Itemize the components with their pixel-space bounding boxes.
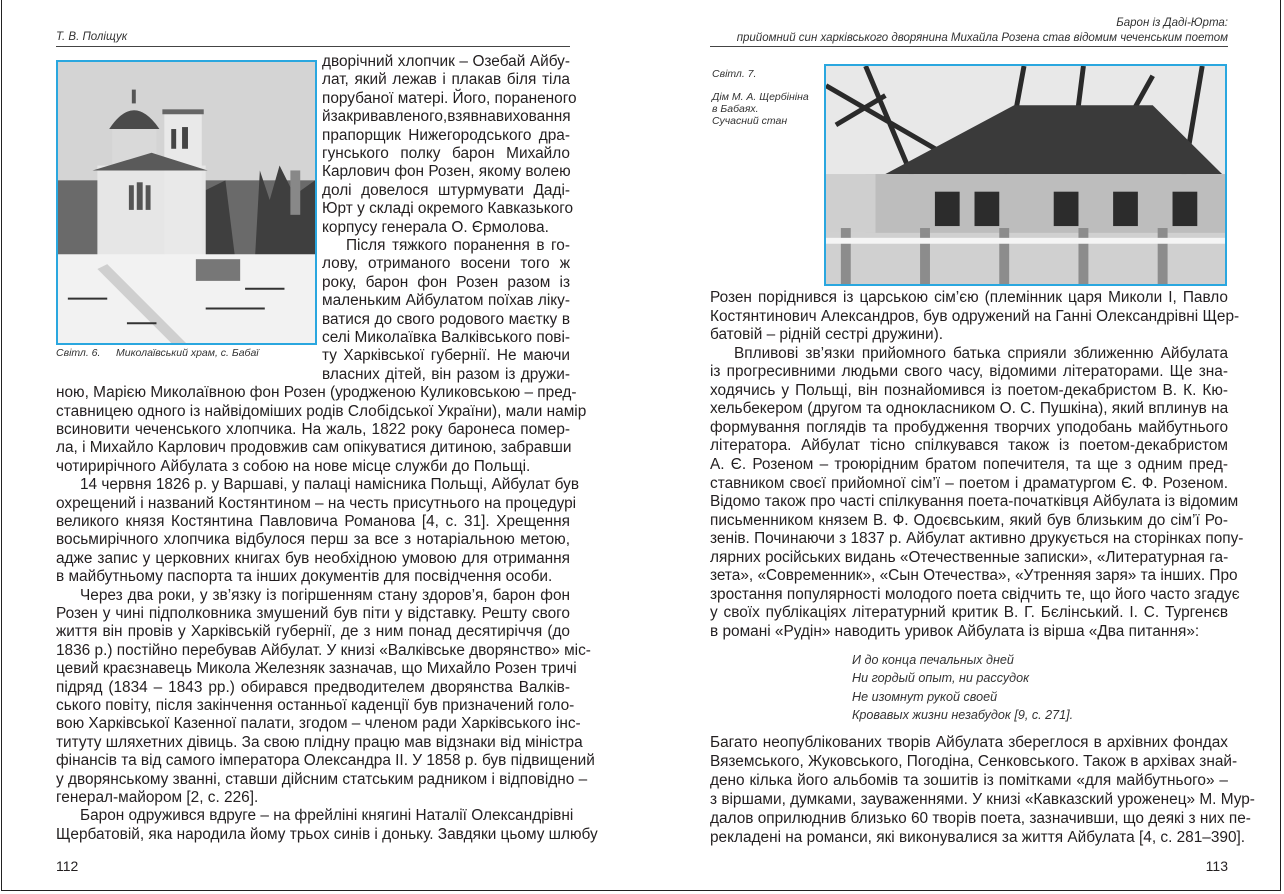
text-line: ходячись у Польщі, він познайомився із поетом-декабристом В. К. Кю- <box>710 381 1228 399</box>
text-line: дено кілька його альбомів та зошитів із помітками «для майбутнього» – <box>710 772 1228 789</box>
text-line: титуту шляхетних дівиць. За свою плідну працю мав відзнаки від міністра <box>56 733 583 751</box>
header-rule <box>56 46 570 47</box>
text-line: лову, отриманого восени того ж <box>322 255 570 273</box>
text-line: далов оприлюднив близько 60 творів поета, зазначивши, що деякі з них пе- <box>710 810 1251 827</box>
text-line: в майбутньому паспорта та інших документів для посвідчення особи. <box>56 568 553 586</box>
text-line: письменником князем В. Ф. Одоєвським, який був близьким до сім’ї Ро- <box>710 511 1228 529</box>
text-line: хельбекером (другом та однокласником О. С. Пушкіна), який вплинув на <box>710 400 1229 418</box>
text-line: вою Харківської Казенної палати, згодом – членом ради Харківського інс- <box>56 715 581 733</box>
text-line: Після тяжкого поранення в го- <box>346 237 570 254</box>
figure-7-caption-line3: Сучасний стан <box>712 115 788 127</box>
running-head-title-line1: Барон із Даді-Юрта: <box>1116 17 1228 29</box>
text-line: Карлович фон Розен, якому волею <box>322 163 571 181</box>
text-line: ту Харківської губернії. Не маючи <box>322 347 570 365</box>
text-line: великого князя Костянтина Павловича Романова [4, с. 31]. Хрещення <box>56 513 570 530</box>
text-line: йзакривавленого,взявнавиховання <box>322 108 571 126</box>
text-line: підряд (1834 – 1843 рр.) обирався предводителем дворянства Валків- <box>56 678 570 696</box>
text-line: гунського полку барон Михайло <box>322 145 570 162</box>
text-line: 14 червня 1826 р. у Варшаві, у палаці намісника Польщі, Айбулат був <box>80 476 580 494</box>
text-line: дворічний хлопчик – Озебай Айбу- <box>322 53 570 70</box>
text-line: Багато неопублікованих творів Айбулата збереглося в архівних фондах <box>710 734 1228 751</box>
text-line: фінансів та від самого імператора Олександра II. У 1858 р. був підвищений <box>56 752 595 770</box>
text-line: чотирирічного Айбулата з собою на нове місце служби до Польщі. <box>56 457 531 475</box>
running-head-title-line2: прийомний син харківського дворянина Михайла Розена став відомим чеченським поетом <box>736 32 1228 44</box>
text-line: ною, Марією Миколаївною фон Розен (уродженою Куликовською – пред- <box>56 384 577 402</box>
figure-7-caption-line2: в Бабаях. <box>712 103 759 115</box>
text-line: Вяземського, Жуковського, Погодіна, Сенковського. Також в архівах знай- <box>710 753 1238 770</box>
text-line: Барон одружився вдруге – на фрейліні княгині Наталії Олександрівні <box>80 807 574 825</box>
text-line: Юрт у складі окремого Кавказького <box>322 200 574 218</box>
text-line: Впливові зв’язки прийомного батька сприяли зближенню Айбулата <box>734 344 1228 362</box>
text-line: у дворянському званні, ставши дійсним статським радником і відповідно – <box>56 770 588 788</box>
text-line: Костянтинович Александров, був одружений на Ганні Олександрівні Щер- <box>710 307 1240 325</box>
text-line: Щербатовій, яка народила йому трьох синів і доньку. Завдяки цьому шлюбу <box>56 825 598 843</box>
figure-6-label: Світл. 6. <box>56 347 101 359</box>
text-line: ставницею одного із найвідоміших родів Слобідської України), мали намір <box>56 402 587 420</box>
poem-line: И до конца печальных дней <box>852 653 1014 667</box>
text-line: рекладені на романси, які виконувалися за життя Айбулата [4, с. 281–390]. <box>710 829 1246 846</box>
figure-7-label: Світл. 7. <box>712 68 757 80</box>
poem-line: Не изомнут рукой своей <box>852 689 998 704</box>
text-line: року, барон фон Розен разом із <box>322 273 570 291</box>
text-line: 1836 р.) постійно перебував Айбулат. У книзі «Валківське дворянство» міс- <box>56 641 591 659</box>
poem-line: Кровавых жизни незабудок [9, с. 271]. <box>852 707 1074 722</box>
text-line: ставником своєї прийомної сім’ї – поетом і драматургом Є. Ф. Розеном. <box>710 474 1228 492</box>
text-line: восьмирічного хлопчика відбулося перш за все з нотаріальною метою, <box>56 531 570 549</box>
text-line: лат, який лежав і плакав біля тіла <box>322 71 570 89</box>
text-line: лярних російських видань «Отечественные записки», «Литературная га- <box>710 548 1229 566</box>
text-line: літератора. Айбулат тісно спілкувався також із поетом-декабристом <box>710 437 1228 455</box>
figure-6-caption: Миколаївський храм, с. Бабаї <box>116 347 259 359</box>
header-rule <box>710 46 1228 47</box>
house-photo <box>824 64 1227 286</box>
text-line: Розен у чині підполковника змушений був піти у відставку. Решту свого <box>56 605 570 622</box>
running-head-author: Т. В. Поліщук <box>56 31 128 43</box>
text-line: у своїх публікаціях літературний критик В. Г. Бєлінський. І. С. Тургенєв <box>710 604 1228 622</box>
text-line: всиновити чеченського хлопчика. На жаль, 1822 року баронеса помер- <box>56 421 570 438</box>
text-line: Розен поріднився із царською сім’єю (племінник царя Миколи І, Павло <box>710 289 1228 306</box>
figure-7-caption-line1: Дім М. А. Щербініна <box>712 91 809 103</box>
page-number-left: 112 <box>56 858 79 874</box>
text-line: із прогресивними людьми свого часу, відомими літераторами. Ще зна- <box>710 363 1228 381</box>
page-number-right: 113 <box>1205 858 1228 874</box>
text-line: ла, і Михайло Карлович продовжив сам опікуватися дитиною, забравши <box>56 439 572 457</box>
text-line: ського повіту, після закінчення останньої каденції був призначений голо- <box>56 697 575 714</box>
text-line: корпусу генерала О. Єрмолова. <box>322 218 549 236</box>
text-line: долі довелося штурмувати Даді- <box>322 181 570 199</box>
text-line: адже запис у церковних книгах був необхідною умовою для отримання <box>56 549 570 567</box>
text-line: маленьким Айбулатом поїхав ліку- <box>322 292 570 310</box>
text-line: в романі «Рудін» наводить уривок Айбулата із вірша «Два питання»: <box>710 622 1200 640</box>
text-line: ватися до свого родового маєтку в <box>322 310 570 328</box>
text-line: життя він провів у Харківській губернії, де з ним понад десятиріччя (до <box>56 623 570 641</box>
text-line: охрещений і названий Костянтином – на честь присутнього на процедурі <box>56 494 577 512</box>
text-line: зростання популярності молодого поета свідчить те, що його часто згадує <box>710 585 1240 603</box>
text-line: зета», «Современник», «Сын Отечества», «Утренняя заря» та інших. Про <box>710 567 1238 585</box>
text-line: власних дітей, він разом із дружи- <box>322 365 570 383</box>
church-photo <box>56 60 317 345</box>
text-line: прапорщик Нижегородського дра- <box>322 126 570 144</box>
text-line: з віршами, думками, зауваженнями. У книзі «Кавказский уроженец» М. Мур- <box>710 791 1255 808</box>
text-line: селі Миколаївка Валківського пові- <box>322 329 570 346</box>
text-line: зенів. Починаючи з 1837 р. Айбулат активно друкується на сторінках попу- <box>710 530 1244 548</box>
text-line: цевий краєзнавець Микола Железняк зазначав, що Михайло Розен тричі <box>56 660 577 678</box>
text-line: генерал-майором [2, с. 226]. <box>56 789 259 806</box>
text-line: Відомо також про часті спілкування поета-початківця Айбулата із відомим <box>710 493 1239 511</box>
poem-line: Ни гордый опыт, ни рассудок <box>852 671 1030 686</box>
text-line: Через два роки, у зв’язку із погіршенням стану здоров’я, барон фон <box>80 586 570 604</box>
text-line: А. Є. Розеном – троюрідним братом попечителя, та ще з одним пред- <box>710 455 1228 473</box>
text-line: порубаної матері. Його, пораненого <box>322 89 577 107</box>
text-line: батовій – рідній сестрі дружини). <box>710 326 944 344</box>
poem-quote <box>852 651 1073 724</box>
text-line: формування поглядів та пробудження творчих уподобань майбутнього <box>710 418 1228 436</box>
